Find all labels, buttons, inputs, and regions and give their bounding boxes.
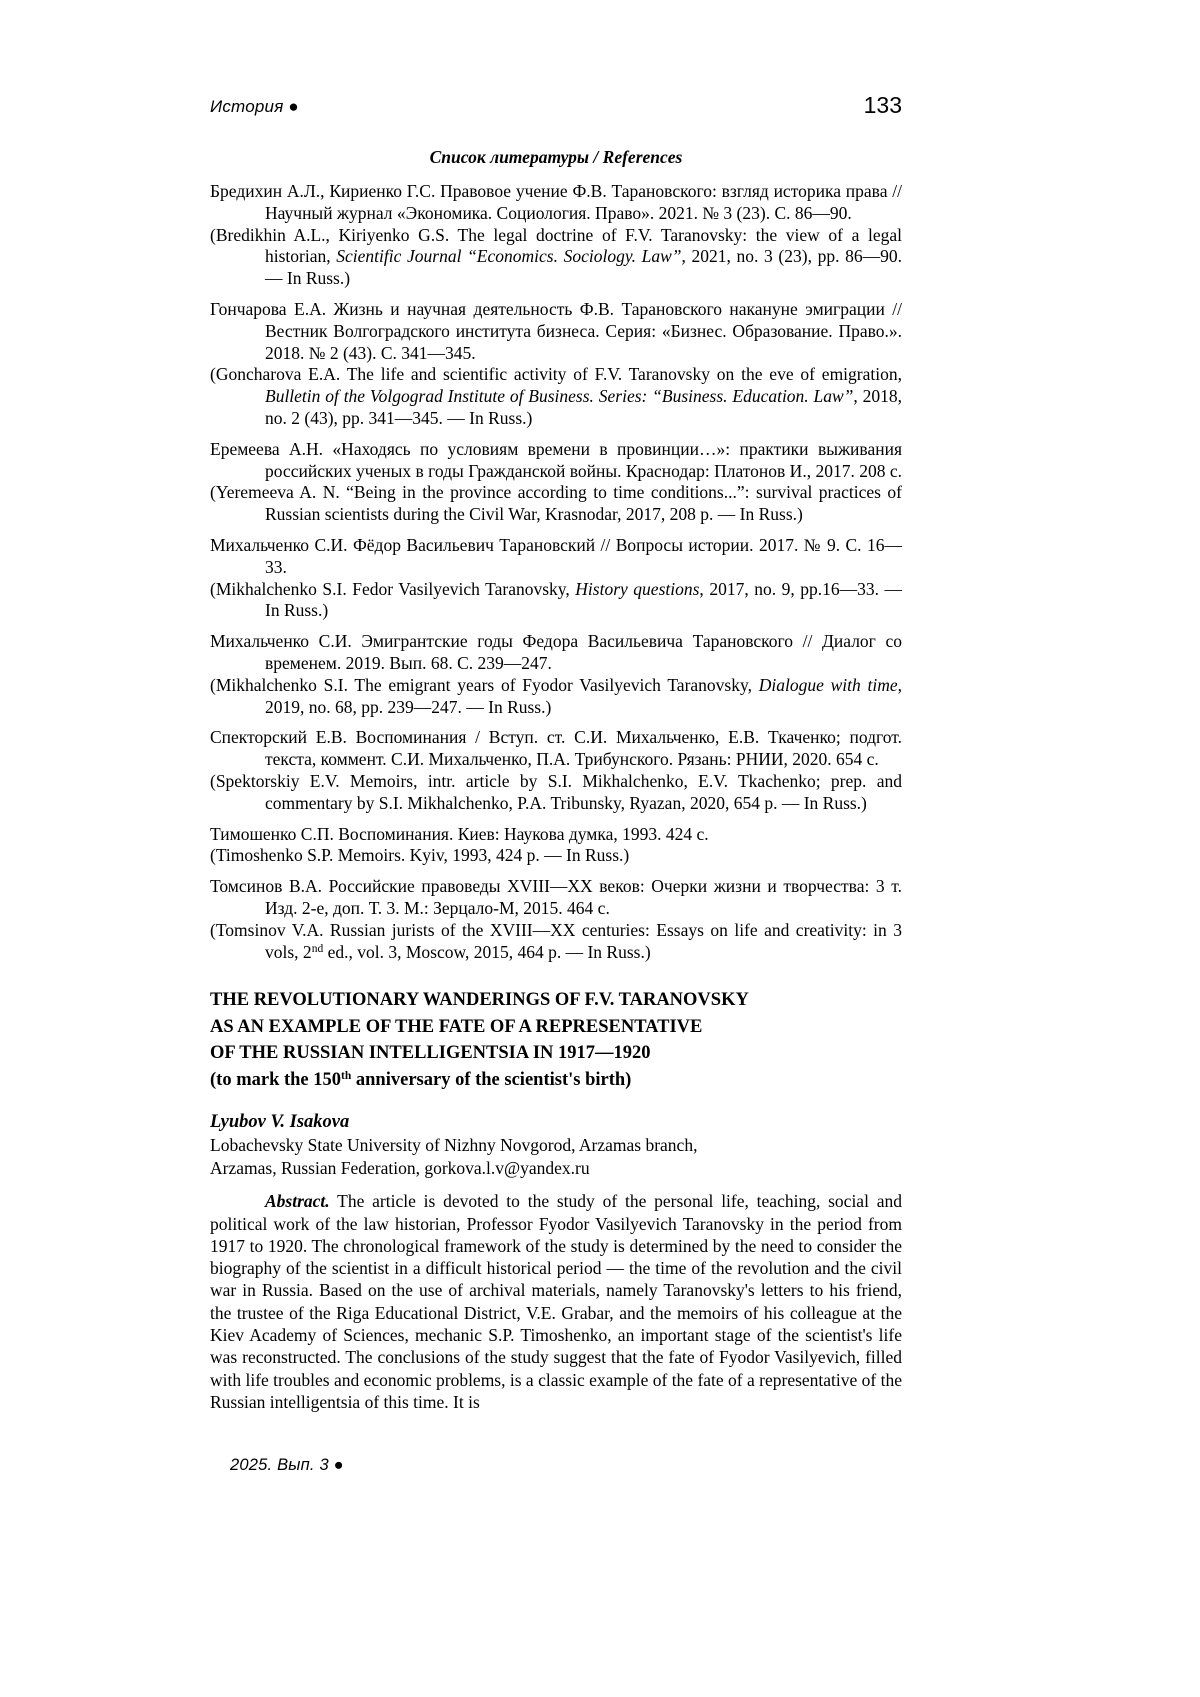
reference-text-segment: , 2019, no. 68, pp. 239—247. — In Russ.) [265,674,902,717]
author-affiliation [210,1134,902,1179]
author-name: Lyubov V. Isakova [210,1112,350,1133]
reference-russian: Михальченко С.И. Фёдор Васильевич Тарановский // Вопросы истории. 2017. № 9. С. 16—33. [210,534,902,577]
reference-entry [210,439,902,526]
reference-entry [210,824,902,868]
reference-text-segment: ed., vol. 3, Moscow, 2015, 464 p. — In Russ.) [323,941,651,962]
reference-text-segment: (Mikhalchenko S.I. The emigrant years of Fyodor Vasilyevich Taranovsky, [210,674,759,695]
article-title-line: AS AN EXAMPLE OF THE FATE OF A REPRESENTATIVE [210,1016,703,1037]
abstract-label: Abstract. [265,1191,330,1212]
subtitle-text: (to mark the 150 [210,1069,342,1090]
reference-text-segment: (Spektorskiy E.V. Memoirs, intr. article by S.I. Mikhalchenko, E.V. Tkachenko; prep. and commentary by S.I. Mikhalchenko, P.A. Tribunsky, Ryazan, 2020, 654 p. — In Russ.) [210,770,902,813]
reference-russian: Бредихин А.Л., Кириенко Г.С. Правовое учение Ф.В. Тарановского: взгляд историка права // Научный журнал «Экономика. Социология. Право». 2021. № 3 (23). С. 86—90. [210,181,902,223]
references-heading: Список литературы / References [429,147,683,167]
reference-text-segment: , 2017, no. 9, pp.16—33. — In Russ.) [265,578,902,621]
reference-translation [210,579,902,623]
reference-entry [210,535,902,622]
reference-entry [210,631,902,718]
reference-russian: Тимошенко С.П. Воспоминания. Киев: Наукова думка, 1993. 424 с. [210,823,709,844]
running-head-section: История ● [210,97,299,116]
reference-text-segment: (Yeremeeva A. N. “Being in the province according to time conditions...”: survival practices of Russian scientists during the Civil War, Krasnodar, 2017, 208 p. — In Russ.) [210,482,902,525]
page-content [210,90,902,1413]
subtitle-text: anniversary of the scientist's birth) [351,1069,632,1090]
affiliation-line: Arzamas, Russian Federation, gorkova.l.v@yandex.ru [210,1157,590,1178]
reference-text-segment: (Bredikhin A.L., Kiriyenko G.S. The legal doctrine of F.V. Taranovsky: the view of a legal historian, [210,224,902,267]
reference-text-segment: Dialogue with time [758,674,898,695]
reference-translation [210,364,902,429]
reference-entry [210,299,902,430]
subtitle-ordinal-superscript: th [341,1069,352,1082]
reference-text-segment: History questions [575,578,700,599]
reference-translation [210,225,902,290]
article-subtitle [210,1067,902,1096]
reference-entry [210,876,902,966]
reference-text-segment: nd [311,942,324,955]
page-number: 133 [863,92,902,118]
reference-translation [210,675,902,719]
reference-translation [210,771,902,815]
running-header [210,90,902,117]
reference-text-segment: (Tomsinov V.A. Russian jurists of the XVIII—XX centuries: Essays on life and creativity: in 3 vols, 2 [210,919,902,962]
reference-russian: Еремеева А.Н. «Находясь по условиям времени в провинции…»: практики выживания российских ученых в годы Гражданской войны. Краснодар: Платонов И., 2017. 208 с. [210,438,902,481]
reference-russian: Томсинов В.А. Российские правоведы XVIII—XX веков: Очерки жизни и творчества: 3 т. Изд. 2-е, доп. Т. 3. М.: Зерцало-М, 2015. 464 с. [210,876,902,918]
reference-entry [210,727,902,814]
reference-text-segment: (Goncharova E.A. The life and scientific activity of F.V. Taranovsky on the eve of emigration, [210,364,902,385]
article-title-line: THE REVOLUTIONARY WANDERINGS OF F.V. TARANOVSKY [210,990,749,1011]
reference-text-segment: , 2021, no. 3 (23), pp. 86—90. — In Russ.) [265,246,902,289]
references-list [210,181,902,966]
reference-text-segment: Bulletin of the Volgograd Institute of Business. Series: “Business. Education. Law” [265,386,854,407]
running-footer: 2025. Вып. 3 ● [230,1456,344,1474]
abstract-paragraph [210,1190,902,1413]
reference-translation [210,845,902,867]
reference-text-segment: (Timoshenko S.P. Memoirs. Kyiv, 1993, 424 p. — In Russ.) [210,845,630,866]
reference-entry [210,181,902,290]
reference-russian: Гончарова Е.А. Жизнь и научная деятельность Ф.В. Тарановского накануне эмиграции // Вестник Волгоградского института бизнеса. Серия: «Бизнес. Образование. Право.». 2018. № 2 (43). С. 341—345. [210,298,902,363]
reference-text-segment: , 2018, no. 2 (43), pp. 341—345. — In Russ.) [265,386,903,428]
reference-translation [210,482,902,526]
reference-russian: Михальченко С.И. Эмигрантские годы Федора Васильевича Тарановского // Диалог со временем. 2019. Вып. 68. С. 239—247. [210,631,902,673]
reference-russian: Спекторский Е.В. Воспоминания / Вступ. ст. С.И. Михальченко, Е.В. Ткаченко; подгот. текста, коммент. С.И. Михальченко, П.А. Трибунского. Рязань: РНИИ, 2020. 654 с. [210,727,902,770]
affiliation-line: Lobachevsky State University of Nizhny Novgorod, Arzamas branch, [210,1135,698,1156]
reference-text-segment: Scientific Journal “Economics. Sociology. Law” [336,246,682,267]
article-title-line: OF THE RUSSIAN INTELLIGENTSIA IN 1917—1920 [210,1043,651,1064]
reference-text-segment: (Mikhalchenko S.I. Fedor Vasilyevich Taranovsky, [210,578,576,599]
reference-translation [210,920,902,967]
article-title [210,987,902,1095]
abstract-text: The article is devoted to the study of the personal life, teaching, social and political work of the law historian, Professor Fyodor Vasilyevich Taranovsky in the period from 1917 to 1920. The chronological framework of the study is determined by the need to consider the biography of the scientist in a difficult historical period — the time of the revolution and the civil war in Russia. Based on the use of archival materials, namely Taranovsky's letters to his friend, the trustee of the Riga Educational District, V.E. Grabar, and the memoirs of his colleague at the Kiev Academy of Sciences, mechanic S.P. Timoshenko, an important stage of the scientist's life was reconstructed. The conclusions of the study suggest that the fate of Fyodor Vasilyevich, filled with life troubles and economic problems, is a classic example of the fate of a representative of the Russian intelligentsia of this time. It is [210,1191,902,1412]
